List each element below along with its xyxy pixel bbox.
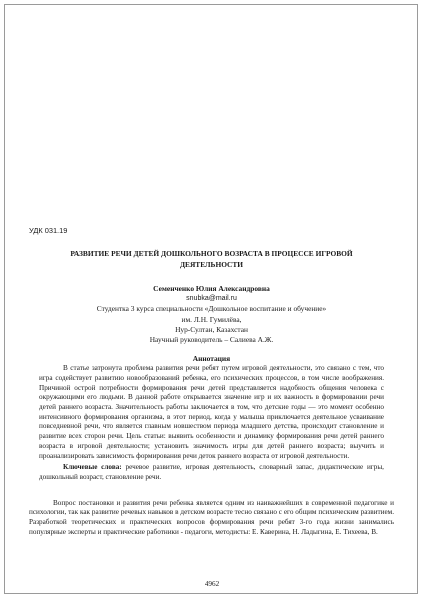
annotation-text: В статье затронута проблема развития речи ребят путем игровой деятельности, это связано с тем, что игра содействует развитию новообразований ребенка, его психических процессов, в том числе воображения. Причиной острой потребности формирования речи детей представляется надобность общения человека с окружающими его людьми. В данной работе открывается значение игр и их важность в формировании речи детей раннего возраста. Значительность работы заключается в том, что детские годы — это момент особенно интенсивного формирования организма, в этот период, когда у малыша приключается деятельное усваивание повседневной речи, что является главным новшеством периода младшего детства, происходит становление и развитие всех сторон речи. Цель статьи: выявить особенности и динамику формирования речи детей раннего возраста в игровой деятельности; установить значимость игры для детей раннего возраста; выучить и проанализировать зависимость формирования речи деток раннего возраста от игровой деятельности. <box>39 364 384 460</box>
supervisor: Научный руководитель – Салиева А.Ж. <box>149 335 274 345</box>
author-position: Студентка 3 курса специальности «Дошкольное воспитание и обучение» <box>96 304 327 314</box>
author-block <box>29 284 394 345</box>
keywords-text: речевое развитие, игровая деятельность, словарный запас, дидактические игры, дошкольный возраст, становление речи. <box>39 463 384 481</box>
article-content <box>29 226 394 537</box>
udk-code: УДК 031.19 <box>29 226 68 235</box>
page-number: 4962 <box>204 580 220 588</box>
annotation-heading: Аннотация <box>192 354 231 364</box>
author-email: snubka@mail.ru <box>186 295 237 303</box>
body-paragraph: Вопрос постановки и развития речи ребенка является одним из наиважнейших в современной педагогике и психологии, так как развитие речевых навыков в детском возрасте тесно связано с его общим психическим развитием. Разработкой теоретических и практических вопросов формирования речи ребят 3-го года жизни занимались популярные эксперты и практические работники - педагоги, методисты: Е. Каверина, Н. Ладыгина, Е. Тихеева, В. <box>29 498 394 536</box>
author-university: им. Л.Н. Гумилёва, <box>181 314 242 324</box>
keywords-label: Ключевые слова: <box>63 463 122 472</box>
article-title: РАЗВИТИЕ РЕЧИ ДЕТЕЙ ДОШКОЛЬНОГО ВОЗРАСТА В ПРОЦЕССЕ ИГРОВОЙ ДЕЯТЕЛЬНОСТИ <box>70 249 353 269</box>
author-city: Нур-Султан, Казахстан <box>175 324 248 334</box>
keywords <box>29 463 394 482</box>
author-name: Семенченко Юлия Александровна <box>153 284 270 293</box>
